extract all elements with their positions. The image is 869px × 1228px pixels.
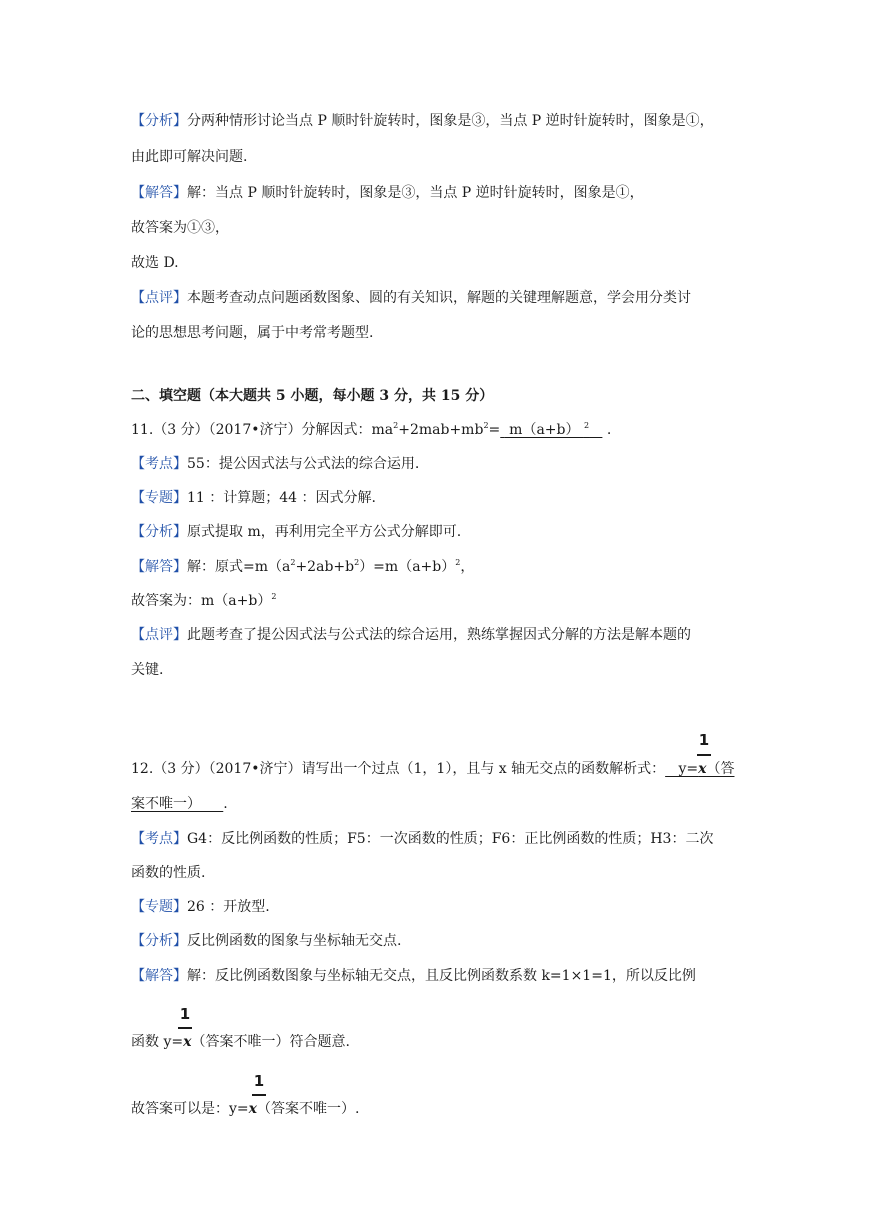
solution-text: （答案不唯一）符合题意. bbox=[191, 1034, 350, 1050]
q12-solution-1 bbox=[131, 966, 696, 986]
solution-text: 函数 y= bbox=[131, 1034, 184, 1050]
answer-line-text: 故答案为：m（a+b） bbox=[131, 593, 272, 609]
q12-answer-cont bbox=[131, 794, 228, 814]
q11-analysis bbox=[131, 522, 461, 542]
q11-review-2: 关键. bbox=[131, 662, 164, 678]
review-line-2: 论的思想思考问题，属于中考常考题型. bbox=[131, 325, 374, 341]
q11-zhuanti bbox=[131, 488, 376, 508]
analysis-text: 反比例函数的图象与坐标轴无交点. bbox=[187, 933, 402, 949]
q12-final-frac-bar bbox=[252, 1094, 266, 1096]
zhuanti-tag: 【专题】 bbox=[131, 899, 187, 915]
q12-stem-text: 12.（3 分）（2017•济宁）请写出一个过点（1，1），且与 x 轴无交点的函数解析式： bbox=[131, 761, 666, 777]
solution-text: 解：当点 P 顺时针旋转时，图象是③，当点 P 逆时针旋转时，图象是①， bbox=[187, 185, 644, 201]
answer-line-sup: 2 bbox=[271, 592, 277, 601]
q11-answer-sup: 2 bbox=[583, 421, 590, 430]
kaodian-text: 55：提公因式法与公式法的综合运用. bbox=[187, 456, 420, 472]
q12-answer-tail: （答 bbox=[706, 761, 735, 777]
q12-stem-frac-bar bbox=[697, 754, 711, 756]
kaodian-text: G4：反比例函数的性质；F5：一次函数的性质；F6：正比例函数的性质；H3：二次 bbox=[187, 831, 714, 847]
q12-solution-frac-bar bbox=[178, 1027, 192, 1029]
solution-sup: 2 bbox=[354, 558, 360, 567]
solution-sup: 2 bbox=[290, 558, 296, 567]
zhuanti-text: 11 ：计算题；44 ：因式分解. bbox=[187, 490, 376, 506]
solution-line-2: 故答案为①③， bbox=[131, 220, 229, 236]
q11-answer-end: . bbox=[602, 422, 612, 438]
q12-final-answer bbox=[131, 1099, 359, 1119]
q12-analysis bbox=[131, 931, 401, 951]
q11-answer bbox=[500, 422, 602, 438]
q12-zhuanti bbox=[131, 897, 270, 917]
q11-stem-eq: = bbox=[488, 422, 501, 438]
q11-stem bbox=[131, 420, 611, 440]
q11-review-1 bbox=[131, 625, 691, 645]
q11-solution bbox=[131, 557, 474, 577]
analysis-text: 分两种情形讨论当点 P 顺时针旋转时，图象是③，当点 P 逆时针旋转时，图象是①， bbox=[187, 113, 714, 129]
analysis-line-2: 由此即可解决问题. bbox=[131, 149, 248, 165]
solution-tag: 【解答】 bbox=[131, 968, 187, 984]
solution-part: ）=m（a+b） bbox=[359, 559, 456, 575]
q12-answer-pad bbox=[201, 796, 223, 812]
frac-den: x bbox=[183, 1034, 192, 1050]
final-text: （答案不唯一）. bbox=[257, 1101, 360, 1117]
q12-answer-tail: 案不唯一） bbox=[131, 796, 201, 812]
q12-solution-frac-num: 1 bbox=[179, 1005, 191, 1023]
solution-part: ， bbox=[460, 559, 475, 575]
q11-sup: 2 bbox=[393, 421, 399, 430]
zhuanti-tag: 【专题】 bbox=[131, 490, 187, 506]
q11-stem-prefix: 11.（3 分）（2017•济宁）分解因式：ma bbox=[131, 422, 394, 438]
zhuanti-text: 26 ：开放型. bbox=[187, 899, 270, 915]
review-text: 此题考查了提公因式法与公式法的综合运用，熟练掌握因式分解的方法是解本题的 bbox=[187, 627, 691, 643]
analysis-tag: 【分析】 bbox=[131, 113, 187, 129]
q11-sup: 2 bbox=[483, 421, 489, 430]
q11-answer-text: m（a+b） bbox=[504, 422, 580, 438]
q12-kaodian-2: 函数的性质. bbox=[131, 865, 206, 881]
kaodian-tag: 【考点】 bbox=[131, 831, 187, 847]
final-text: 故答案可以是：y= bbox=[131, 1101, 249, 1117]
q12-answer bbox=[665, 761, 734, 777]
q12-final-frac-num: 1 bbox=[253, 1072, 265, 1090]
q12-answer-y: y= bbox=[678, 761, 699, 777]
analysis-tag: 【分析】 bbox=[131, 933, 187, 949]
analysis-line-1 bbox=[131, 111, 714, 131]
solution-tag: 【解答】 bbox=[131, 559, 187, 575]
solution-part: +2ab+b bbox=[295, 559, 355, 575]
review-tag: 【点评】 bbox=[131, 290, 187, 306]
review-line-1 bbox=[131, 288, 691, 308]
q12-stem bbox=[131, 759, 734, 779]
review-tag: 【点评】 bbox=[131, 627, 187, 643]
section-heading: 二、填空题（本大题共 5 小题，每小题 3 分，共 15 分） bbox=[131, 388, 494, 404]
solution-sup: 2 bbox=[455, 558, 461, 567]
q11-kaodian bbox=[131, 454, 419, 474]
solution-line-3: 故选 D. bbox=[131, 255, 179, 271]
analysis-text: 原式提取 m，再利用完全平方公式分解即可. bbox=[187, 524, 462, 540]
q12-answer-end: . bbox=[223, 796, 228, 812]
q11-answer-line bbox=[131, 591, 276, 611]
solution-tag: 【解答】 bbox=[131, 185, 187, 201]
analysis-tag: 【分析】 bbox=[131, 524, 187, 540]
q12-kaodian-1 bbox=[131, 829, 713, 849]
solution-part: 解：原式=m（a bbox=[187, 559, 291, 575]
q12-stem-frac-num: 1 bbox=[698, 731, 710, 749]
kaodian-tag: 【考点】 bbox=[131, 456, 187, 472]
q12-solution-2 bbox=[131, 1032, 350, 1052]
review-text: 本题考查动点问题函数图象、圆的有关知识，解题的关键理解题意，学会用分类讨 bbox=[187, 290, 691, 306]
solution-text: 解：反比例函数图象与坐标轴无交点，且反比例函数系数 k=1×1=1，所以反比例 bbox=[187, 968, 696, 984]
solution-line-1 bbox=[131, 183, 644, 203]
q12-frac-den: x bbox=[698, 761, 707, 777]
q11-stem-mid: +2mab+mb bbox=[398, 422, 484, 438]
frac-den: x bbox=[248, 1101, 257, 1117]
